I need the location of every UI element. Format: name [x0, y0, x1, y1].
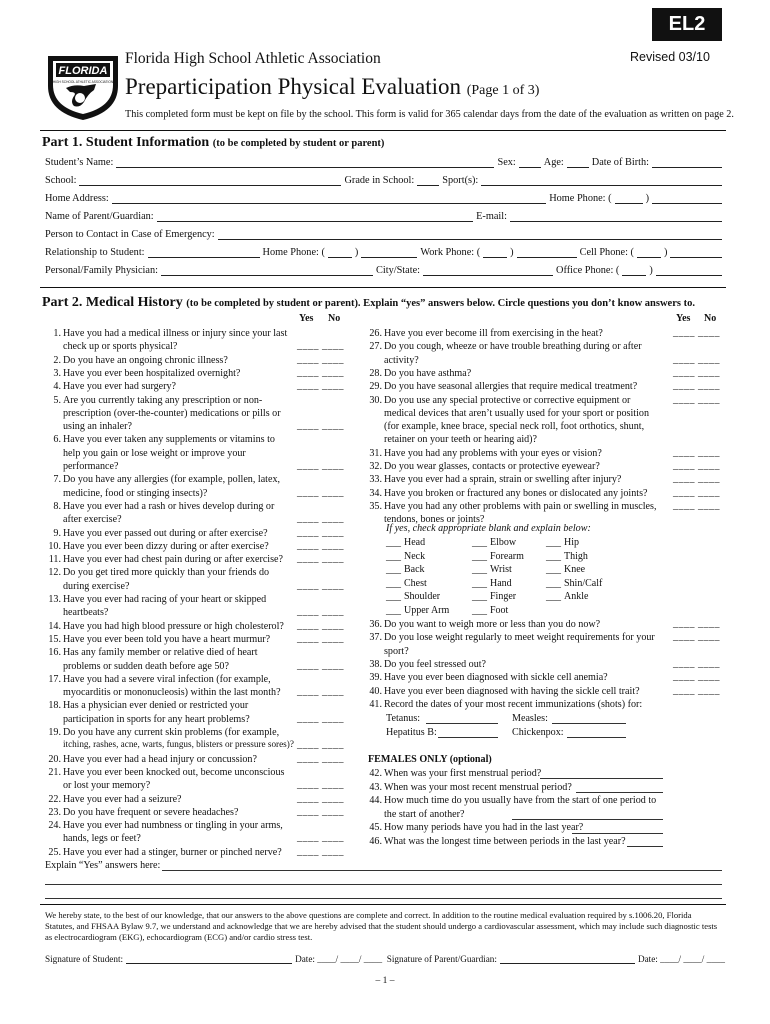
question-text: tendons, bones or joints? — [384, 514, 485, 526]
question-number: 16. — [48, 647, 61, 659]
home-phone-area[interactable] — [615, 193, 643, 204]
question-text: When was your most recent menstrual period? — [384, 781, 572, 793]
age-field[interactable] — [567, 157, 589, 168]
body-part-checkbox[interactable]: ___ — [472, 591, 487, 602]
yes-no-blanks[interactable]: ____ ____ — [297, 380, 344, 392]
home-phone2-area[interactable] — [328, 247, 352, 258]
yes-no-blanks[interactable]: ____ ____ — [673, 618, 720, 629]
explain-line-1[interactable] — [162, 870, 722, 871]
question-number: 20. — [48, 753, 61, 765]
yes-no-blanks[interactable]: ____ ____ — [297, 579, 344, 591]
question-text: using an inhaler? — [63, 421, 132, 433]
question-text: Do you feel stressed out? — [384, 658, 487, 670]
body-part-label: Neck — [404, 550, 426, 562]
question-number: 17. — [48, 673, 61, 685]
yes-header-right: Yes — [676, 313, 691, 324]
body-part-label: Knee — [564, 564, 586, 575]
question-text: Has a physician ever denied or restricted your — [63, 700, 249, 712]
question-text: Are you currently taking any prescription or non- — [63, 394, 263, 406]
hepb-field[interactable] — [438, 737, 498, 738]
yes-no-blanks[interactable]: ____ ____ — [673, 657, 720, 669]
question-number: 13. — [48, 594, 61, 605]
question-text: Have you broken or fractured any bones or dislocated any joints? — [384, 487, 648, 499]
student-name-field[interactable] — [116, 157, 494, 168]
question-text: Have you had a severe viral infection (for example, — [63, 673, 271, 685]
home-phone-field[interactable] — [652, 193, 722, 204]
yes-no-blanks[interactable]: ____ ____ — [297, 340, 344, 352]
acknowledgement-statement: We hereby state, to the best of our knowledge, that our answers to the above questions are complete and correct. In addition to the routine medical evaluation required by s.1006.20, Florida Statutes, and FHSAA Bylaw 9.7, we understand and acknowledge that we are hereby advised that the student should undergo a cardiovascular assessment, which may include such diagnostic tests as electrocardiogram (EKG), echocardiogram (ECG) and/or cardio stress test. — [45, 910, 718, 942]
question-text: Have you had any problems with your eyes or vision? — [384, 447, 602, 459]
yes-header-left: Yes — [299, 313, 314, 324]
dob-field[interactable] — [652, 157, 722, 168]
question-text: Have you ever had a head injury or concussion? — [63, 753, 257, 765]
question-number: 15. — [48, 633, 61, 645]
question-text: Have you ever had racing of your heart or skipped — [63, 594, 267, 605]
page-number: – 1 – — [375, 976, 395, 986]
question-text: Do you have any current skin problems (for example, — [63, 727, 280, 738]
question-text: Have you ever been diagnosed with sickle cell anemia? — [384, 672, 608, 684]
yes-no-blanks[interactable]: ____ ____ — [297, 353, 344, 365]
body-part-label: Wrist — [490, 564, 512, 575]
tetanus-field[interactable] — [426, 723, 498, 724]
body-part-label: Back — [404, 564, 425, 575]
question-number: 41. — [369, 698, 382, 710]
school-row: School: Grade in School: Sport(s): — [45, 175, 725, 186]
school-field[interactable] — [79, 175, 341, 186]
question-number: 37. — [369, 632, 382, 644]
fhsaa-logo — [44, 50, 122, 122]
student-date-field[interactable]: ____/ ____/ ____ — [317, 954, 383, 964]
divider — [40, 904, 726, 905]
question-text: Do you have asthma? — [384, 367, 472, 379]
question-text: participation in sports for any heart problems? — [63, 713, 250, 725]
question-text: Have you had high blood pressure or high cholesterol? — [63, 620, 284, 632]
yes-no-blanks[interactable]: ____ ____ — [297, 553, 344, 565]
question-number: 24. — [48, 820, 61, 832]
sports-field[interactable] — [481, 175, 722, 186]
question-number: 39. — [369, 672, 382, 684]
body-part-label: Ankle — [564, 591, 589, 602]
parent-name-field[interactable] — [157, 211, 473, 222]
question-text: Have you ever had a seizure? — [63, 793, 182, 805]
yes-no-blanks[interactable]: ____ ____ — [673, 353, 720, 365]
question-number: 11. — [48, 554, 61, 566]
svg-text:FLORIDA: FLORIDA — [58, 65, 108, 77]
yes-no-blanks[interactable]: ____ ____ — [297, 619, 344, 631]
body-part-checkbox[interactable]: ___ — [386, 537, 401, 548]
body-part-checkbox[interactable]: ___ — [546, 550, 561, 562]
chickenpox-label: Chickenpox: — [512, 727, 564, 738]
question-text: Do you cough, wheeze or have trouble breathing during or after — [384, 341, 642, 353]
question-number: 38. — [369, 658, 382, 670]
body-part-label: Hip — [564, 537, 579, 548]
question-text: performance? — [63, 461, 119, 472]
svg-text:HIGH SCHOOL ATHLETIC ASSOCIATI: HIGH SCHOOL ATHLETIC ASSOCIATION — [52, 80, 114, 84]
yes-no-blanks[interactable]: ____ ____ — [673, 631, 720, 643]
body-part-label: Thigh — [564, 550, 588, 562]
physician-field[interactable] — [161, 265, 373, 276]
question-number: 28. — [369, 367, 382, 379]
question-text: Have you ever taken any supplements or vitamins to — [63, 434, 275, 446]
body-part-label: Head — [404, 537, 426, 548]
yes-no-blanks[interactable]: ____ ____ — [673, 473, 720, 485]
body-part-label: Foot — [490, 604, 509, 616]
physician-row: Personal/Family Physician: City/State: Office Phone: ( ) — [45, 265, 725, 276]
body-part-checkbox[interactable]: ___ — [472, 577, 487, 589]
yes-no-blanks[interactable]: ____ ____ — [297, 539, 344, 551]
question-text: myocarditis or mononucleosis) within the last month? — [63, 687, 281, 699]
revised-date: Revised 03/10 — [630, 50, 710, 64]
question-number: 34. — [369, 487, 382, 499]
yes-no-blanks[interactable]: ____ ____ — [297, 526, 344, 538]
question-text: activity? — [384, 354, 419, 366]
hepb-label: Hepatitus B: — [386, 727, 437, 738]
body-part-checkbox[interactable]: ___ — [386, 550, 401, 562]
body-part-label: Chest — [404, 577, 427, 589]
body-part-checkbox[interactable]: ___ — [472, 604, 487, 616]
body-part-checkbox[interactable]: ___ — [546, 537, 561, 548]
question-number: 45. — [369, 822, 382, 834]
question-number: 25. — [48, 846, 61, 858]
question-text: itching, rashes, acne, warts, fungus, blisters or pressure sores)? — [63, 739, 294, 750]
yes-no-blanks[interactable]: ____ ____ — [673, 671, 720, 683]
question-text: heartbeats? — [63, 607, 109, 619]
question-number: 3. — [53, 367, 61, 379]
question-number: 6. — [53, 434, 61, 446]
question-text: (for example, knee brace, special neck roll, foot orthotics, shunt, — [384, 421, 645, 433]
question-text: Do you get tired more quickly than your friends do — [63, 567, 270, 579]
body-part-label: Hand — [490, 577, 512, 589]
body-part-checkbox[interactable]: ___ — [386, 591, 401, 602]
question-number: 9. — [53, 527, 61, 539]
question-text: after exercise? — [63, 514, 122, 526]
yes-no-blanks[interactable]: ____ ____ — [673, 393, 720, 405]
yes-no-blanks[interactable]: ____ ____ — [673, 460, 720, 471]
cell-phone-field[interactable] — [670, 247, 722, 258]
yes-no-blanks[interactable]: ____ ____ — [297, 739, 344, 751]
yes-no-blanks[interactable]: ____ ____ — [297, 513, 344, 525]
city-state-field[interactable] — [423, 265, 553, 276]
yes-no-blanks[interactable]: ____ ____ — [673, 446, 720, 458]
part1-heading: Part 1. Student Information (to be completed by student or parent) — [42, 135, 385, 150]
answer-line[interactable] — [576, 792, 663, 793]
yes-no-blanks[interactable]: ____ ____ — [673, 684, 720, 696]
parent-date-field[interactable]: ____/ ____/ ____ — [660, 954, 725, 964]
question-text: Have you ever been dizzy during or after exercise? — [63, 540, 269, 552]
measles-label: Measles: — [512, 713, 548, 724]
question-text: Do you wear glasses, contacts or protective eyewear? — [384, 461, 600, 472]
question-number: 44. — [369, 795, 382, 807]
check-instruction: If yes, check appropriate blank and explain below: — [386, 523, 591, 534]
yes-no-blanks[interactable]: ____ ____ — [297, 712, 344, 724]
home-phone2-field[interactable] — [361, 247, 417, 258]
question-text: Have you ever been hospitalized overnight? — [63, 367, 241, 379]
question-text: Have you ever had a stinger, burner or pinched nerve? — [63, 846, 282, 858]
question-number: 46. — [369, 836, 382, 847]
question-text: What was the longest time between periods in the last year? — [384, 836, 626, 847]
question-number: 8. — [53, 500, 61, 512]
question-text: Have you ever been diagnosed with having the sickle cell trait? — [384, 685, 640, 697]
yes-no-blanks[interactable]: ____ ____ — [673, 366, 720, 378]
answer-line[interactable] — [572, 833, 663, 834]
chickenpox-field[interactable] — [567, 737, 626, 738]
question-number: 40. — [369, 685, 382, 697]
question-text: Have you had a medical illness or injury since your last — [63, 328, 288, 339]
question-text: medicine, food or stinging insects)? — [63, 487, 208, 499]
question-text: Do you have an ongoing chronic illness? — [63, 354, 228, 366]
yes-no-blanks[interactable]: ____ ____ — [297, 686, 344, 698]
question-text: Have you ever had chest pain during or after exercise? — [63, 554, 283, 566]
question-text: Record the dates of your most recent immunizations (shots) for: — [384, 698, 643, 710]
question-number: 29. — [369, 381, 382, 393]
divider — [40, 287, 726, 288]
home-address-field[interactable] — [112, 193, 546, 204]
question-text: Have you ever had a rash or hives develop during or — [63, 500, 275, 512]
question-number: 22. — [48, 793, 61, 805]
grade-field[interactable] — [417, 175, 439, 186]
question-text: Do you lose weight regularly to meet weight requirements for your — [384, 632, 655, 644]
question-text: Do you have frequent or severe headaches? — [63, 806, 239, 818]
body-part-checkbox[interactable]: ___ — [472, 564, 487, 575]
question-text: help you gain or lose weight or improve your — [63, 447, 246, 459]
no-header-right: No — [704, 313, 717, 324]
question-text: Have you ever become ill from exercising in the heat? — [384, 328, 603, 339]
question-text: Have you ever had numbness or tingling in your arms, — [63, 820, 283, 832]
yes-no-blanks[interactable]: ____ ____ — [297, 845, 344, 857]
yes-no-blanks[interactable]: ____ ____ — [297, 420, 344, 432]
question-text: retainer on your teeth or hearing aid)? — [384, 434, 538, 446]
student-name-row: Student’s Name: Sex: Age: Date of Birth: — [45, 157, 725, 168]
question-number: 21. — [48, 766, 61, 778]
yes-no-blanks[interactable]: ____ ____ — [673, 380, 720, 392]
no-header-left: No — [328, 313, 341, 324]
yes-no-blanks[interactable]: ____ ____ — [297, 486, 344, 498]
parent-row: Name of Parent/Guardian: E-mail: — [45, 211, 725, 222]
body-part-checkbox[interactable]: ___ — [386, 604, 401, 616]
work-phone-area[interactable] — [483, 247, 507, 258]
question-number: 2. — [53, 354, 61, 366]
parent-signature-field[interactable] — [500, 953, 635, 964]
yes-no-blanks[interactable]: ____ ____ — [297, 779, 344, 791]
body-part-checkbox[interactable]: ___ — [472, 550, 487, 562]
yes-no-blanks[interactable]: ____ ____ — [297, 832, 344, 844]
body-part-label: Finger — [490, 591, 517, 602]
body-part-checkbox[interactable]: ___ — [472, 537, 487, 548]
body-part-checkbox[interactable]: ___ — [386, 577, 401, 589]
question-number: 31. — [369, 447, 382, 459]
question-number: 5. — [53, 394, 61, 406]
question-number: 23. — [48, 806, 61, 818]
question-number: 18. — [48, 700, 61, 712]
question-text: Do you use any special protective or corrective equipment or — [384, 394, 631, 406]
question-text: Have you ever been told you have a heart murmur? — [63, 633, 271, 645]
yes-no-blanks[interactable]: ____ ____ — [297, 659, 344, 671]
question-number: 10. — [48, 540, 61, 552]
yes-no-blanks[interactable]: ____ ____ — [297, 752, 344, 764]
yes-no-blanks[interactable]: ____ ____ — [673, 327, 720, 338]
question-text: Has any family member or relative died of heart — [63, 647, 258, 659]
body-part-checkbox[interactable]: ___ — [546, 591, 561, 602]
question-text: Have you ever passed out during or after exercise? — [63, 527, 268, 539]
question-text: medical devices that aren’t usually used for your sport or position — [384, 407, 649, 419]
yes-no-blanks[interactable]: ____ ____ — [297, 606, 344, 618]
body-part-label: Upper Arm — [404, 604, 450, 616]
emergency-contact-field[interactable] — [218, 229, 722, 240]
question-text: When was your first menstrual period? — [384, 768, 542, 779]
explain-label: Explain “Yes” answers here: — [45, 860, 161, 871]
explain-line-3[interactable] — [45, 898, 722, 899]
explain-line-2[interactable] — [45, 884, 722, 885]
student-signature-field[interactable] — [126, 953, 292, 964]
yes-no-blanks[interactable]: ____ ____ — [673, 499, 720, 511]
body-part-checkbox[interactable]: ___ — [546, 564, 561, 575]
answer-line[interactable] — [512, 819, 663, 820]
question-number: 27. — [369, 341, 382, 353]
question-text: Have you had any other problems with pain or swelling in muscles, — [384, 500, 657, 512]
body-part-label: Elbow — [490, 537, 517, 548]
sex-field[interactable] — [519, 157, 541, 168]
divider — [40, 130, 726, 131]
measles-field[interactable] — [552, 723, 626, 724]
question-number: 7. — [53, 474, 61, 486]
question-text: hands, legs or feet? — [63, 833, 141, 845]
tetanus-label: Tetanus: — [386, 713, 421, 724]
question-text: Have you ever had a sprain, strain or swelling after injury? — [384, 474, 622, 486]
email-field[interactable] — [510, 211, 722, 222]
yes-no-blanks[interactable]: ____ ____ — [297, 792, 344, 804]
work-phone-field[interactable] — [517, 247, 577, 258]
form-code-badge: EL2 — [652, 8, 722, 41]
question-text: sport? — [384, 645, 409, 657]
question-number: 1. — [53, 328, 61, 339]
question-number: 35. — [369, 500, 382, 512]
question-text: problems or sudden death before age 50? — [63, 660, 229, 672]
question-text: How many periods have you had in the last year? — [384, 822, 584, 834]
question-number: 12. — [48, 567, 61, 579]
yes-no-blanks[interactable]: ____ ____ — [297, 366, 344, 378]
body-part-label: Shoulder — [404, 591, 441, 602]
association-name: Florida High School Athletic Association — [125, 50, 381, 67]
question-text: Do you want to weigh more or less than you do now? — [384, 619, 601, 630]
question-number: 36. — [369, 619, 382, 630]
address-row: Home Address: Home Phone: ( ) — [45, 193, 725, 204]
question-text: Do you have any allergies (for example, pollen, latex, — [63, 474, 281, 486]
body-part-checkbox[interactable]: ___ — [386, 564, 401, 575]
question-text: during exercise? — [63, 580, 130, 592]
question-number: 42. — [369, 768, 382, 779]
question-text: Do you have seasonal allergies that require medical treatment? — [384, 381, 638, 393]
office-phone-area[interactable] — [622, 265, 646, 276]
question-text: prescription (over-the-counter) medications or pills or — [63, 407, 281, 419]
emergency-row: Person to Contact in Case of Emergency: — [45, 229, 725, 240]
females-heading: FEMALES ONLY (optional) — [368, 754, 492, 765]
question-text: check up or sports physical? — [63, 341, 178, 353]
part2-heading: Part 2. Medical History (to be completed by student or parent). Explain “yes” answers below. Circle questions you don’t know answers to. — [42, 295, 695, 310]
page-title: Preparticipation Physical Evaluation (Page 1 of 3) — [125, 74, 540, 99]
question-text: the start of another? — [384, 808, 465, 820]
question-number: 26. — [369, 328, 382, 339]
question-text: How much time do you usually have from the start of one period to — [384, 795, 657, 807]
answer-line[interactable] — [540, 778, 663, 779]
question-number: 19. — [48, 727, 61, 738]
body-part-label: Shin/Calf — [564, 577, 603, 589]
question-number: 43. — [369, 781, 382, 793]
signature-row: Signature of Student: Date: ____/ ____/ ____ Signature of Parent/Guardian: Date: ____/ ____/ ____ — [45, 954, 725, 964]
question-number: 30. — [369, 394, 382, 406]
question-text: or lost your memory? — [63, 780, 151, 792]
relationship-row: Relationship to Student: Home Phone: ( ) Work Phone: ( ) Cell Phone: ( ) — [45, 247, 725, 258]
question-number: 14. — [48, 620, 61, 632]
question-number: 33. — [369, 474, 382, 486]
body-part-label: Forearm — [490, 550, 524, 562]
cell-phone-area[interactable] — [637, 247, 661, 258]
yes-no-blanks[interactable]: ____ ____ — [297, 632, 344, 644]
validity-notice: This completed form must be kept on file by the school. This form is valid for 365 calendar days from the date of the evaluation as written on page 2. — [125, 109, 734, 120]
answer-line[interactable] — [627, 846, 663, 847]
relationship-field[interactable] — [148, 247, 260, 258]
yes-no-blanks[interactable]: ____ ____ — [297, 460, 344, 471]
office-phone-field[interactable] — [656, 265, 722, 276]
question-text: Have you ever been knocked out, become unconscious — [63, 766, 285, 778]
yes-no-blanks[interactable]: ____ ____ — [297, 805, 344, 817]
question-text: Have you ever had surgery? — [63, 381, 177, 393]
yes-no-blanks[interactable]: ____ ____ — [673, 486, 720, 498]
question-number: 4. — [53, 381, 61, 393]
body-part-checkbox[interactable]: ___ — [546, 577, 561, 589]
question-number: 32. — [369, 461, 382, 472]
